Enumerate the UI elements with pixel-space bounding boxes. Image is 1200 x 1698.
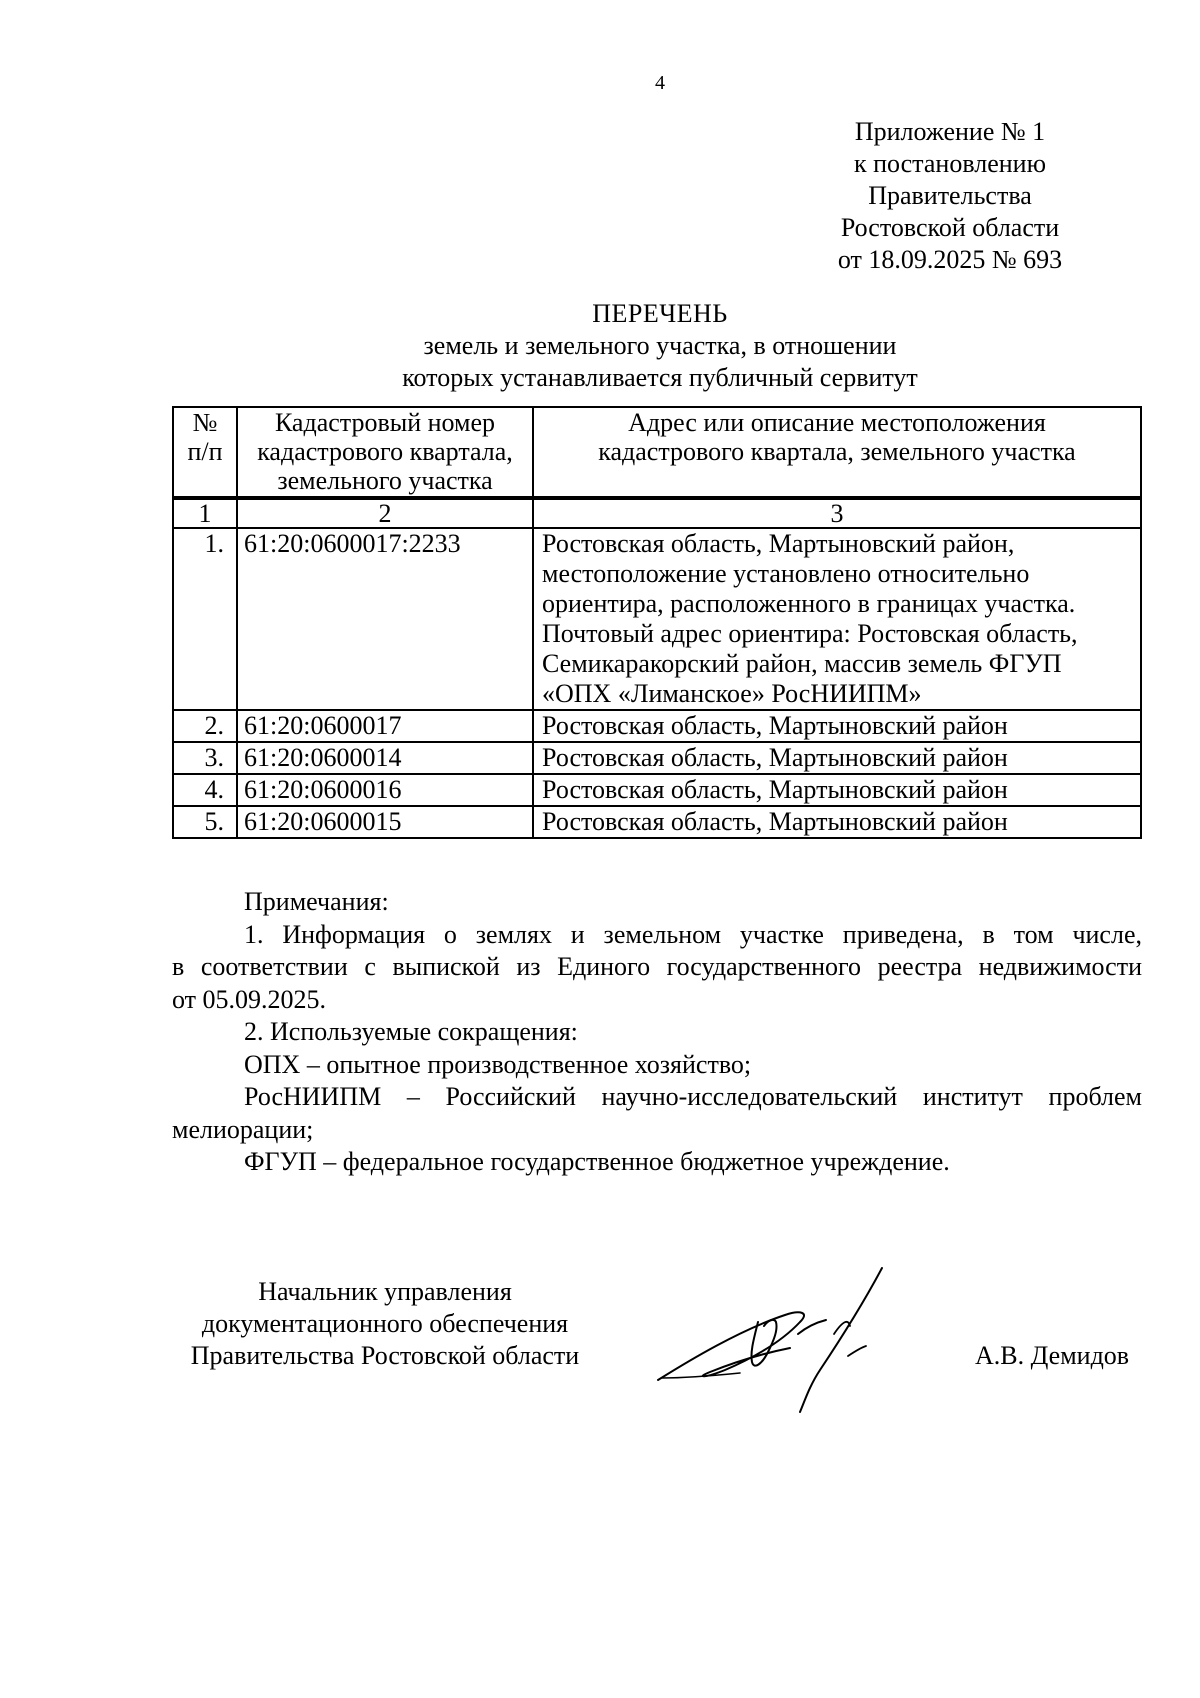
address-cell: Ростовская область, Мартыновский район xyxy=(533,806,1141,838)
address-line: Почтовый адрес ориентира: Ростовская область, xyxy=(542,619,1078,648)
handwritten-signature xyxy=(650,1260,940,1420)
cadastral-number: 61:20:0600015 xyxy=(237,806,533,838)
header-num-line: п/п xyxy=(187,437,223,466)
note-text: 2. Используемые сокращения: xyxy=(244,1017,578,1046)
table-row xyxy=(173,528,1141,710)
table-header-row xyxy=(173,407,1141,498)
column-number: 1 xyxy=(173,498,237,528)
row-number: 5. xyxy=(173,806,237,838)
cadastral-number: 61:20:0600017:2233 xyxy=(237,528,533,710)
row-number: 1. xyxy=(173,528,237,710)
address-cell: Ростовская область, Мартыновский район xyxy=(533,742,1141,774)
appendix-line: Правительства xyxy=(868,181,1032,210)
table-row xyxy=(173,806,1141,838)
column-numbers-row xyxy=(173,498,1141,528)
title-subline: которых устанавливается публичный сервитут xyxy=(402,363,918,392)
column-number: 2 xyxy=(237,498,533,528)
signatory-position xyxy=(170,1276,600,1372)
address-line: Ростовская область, Мартыновский район, xyxy=(542,529,1015,558)
position-line: Правительства Ростовской области xyxy=(190,1341,580,1370)
title-subline: земель и земельного участка, в отношении xyxy=(423,331,897,360)
note-text: 1. Информация о землях и земельном участке приведена, в том числе, xyxy=(244,919,1142,949)
table-row xyxy=(173,710,1141,742)
note-text: в соответствии с выпиской из Единого государственного реестра недвижимости xyxy=(172,952,1142,981)
appendix-line: от 18.09.2025 № 693 xyxy=(837,245,1063,274)
row-number: 4. xyxy=(173,774,237,806)
appendix-line: Ростовской области xyxy=(840,213,1060,242)
header-address xyxy=(533,407,1141,498)
table-row xyxy=(173,742,1141,774)
notes-section xyxy=(172,886,1142,1179)
abbreviation: мелиорации; xyxy=(172,1114,314,1144)
signatory-name: А.В. Демидов xyxy=(975,1341,1130,1370)
position-line: Начальник управления xyxy=(258,1277,512,1306)
address-cell: Ростовская область, Мартыновский район xyxy=(533,774,1141,806)
title-main: ПЕРЕЧЕНЬ xyxy=(592,299,728,328)
header-cad-line: Кадастровый номер xyxy=(274,408,496,437)
appendix-line: Приложение № 1 xyxy=(854,117,1046,146)
table-row xyxy=(173,774,1141,806)
header-cad-line: земельного участка xyxy=(277,466,493,495)
header-num-line: № xyxy=(192,408,218,437)
column-number: 3 xyxy=(533,498,1141,528)
address-line: «ОПХ «Лиманское» РосНИИПМ» xyxy=(542,679,922,708)
address-line: местоположение установлено относительно xyxy=(542,559,1030,588)
notes-heading: Примечания: xyxy=(244,887,389,916)
page-number: 4 xyxy=(655,72,665,94)
address-line: Семикаракорский район, массив земель ФГУП xyxy=(542,649,1062,678)
document-title xyxy=(170,298,1150,394)
address-cell: Ростовская область, Мартыновский район xyxy=(533,710,1141,742)
row-number: 2. xyxy=(173,710,237,742)
cadastral-number: 61:20:0600014 xyxy=(237,742,533,774)
header-num xyxy=(173,407,237,498)
header-cad-line: кадастрового квартала, xyxy=(257,437,513,466)
abbreviation: ФГУП – федеральное государственное бюджетное учреждение. xyxy=(244,1147,950,1176)
header-addr-line: кадастрового квартала, земельного участка xyxy=(598,437,1076,466)
appendix-line: к постановлению xyxy=(853,149,1047,178)
address-cell xyxy=(533,528,1141,710)
note-text: от 05.09.2025. xyxy=(172,984,327,1014)
cadastral-number: 61:20:0600017 xyxy=(237,710,533,742)
position-line: документационного обеспечения xyxy=(201,1309,569,1338)
abbreviation: РосНИИПМ – Российский научно-исследовательский институт проблем xyxy=(244,1082,1142,1111)
abbreviation: ОПХ – опытное производственное хозяйство; xyxy=(244,1049,752,1079)
header-addr-line: Адрес или описание местоположения xyxy=(628,408,1046,437)
row-number: 3. xyxy=(173,742,237,774)
appendix-header xyxy=(820,116,1080,276)
cadastral-number: 61:20:0600016 xyxy=(237,774,533,806)
header-cadastral xyxy=(237,407,533,498)
parcels-table xyxy=(172,406,1142,839)
address-line: ориентира, расположенного в границах участка. xyxy=(542,589,1076,618)
